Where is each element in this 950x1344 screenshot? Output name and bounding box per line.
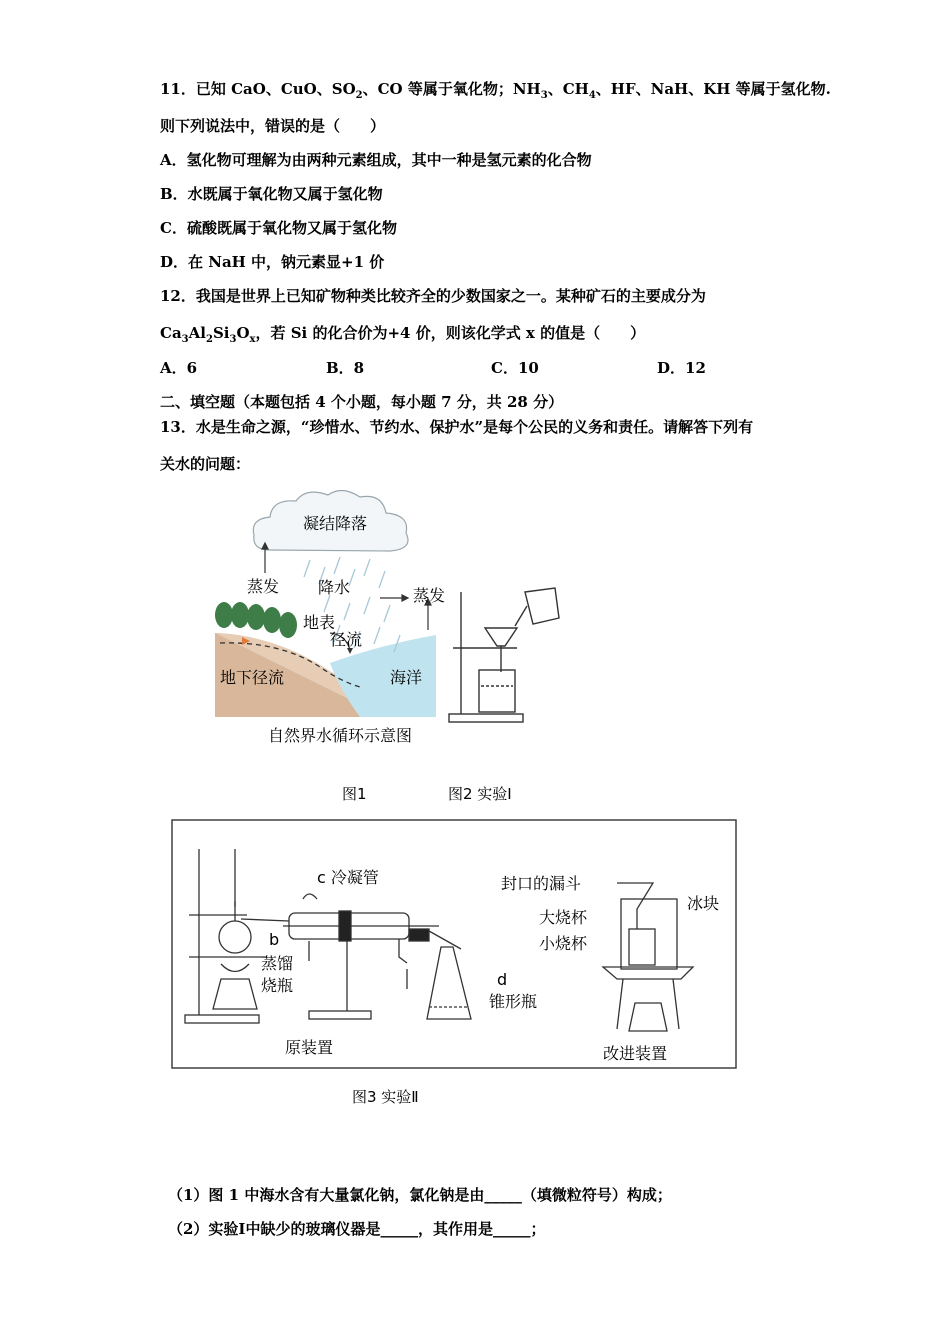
q13-stem-line2: 关水的问题：	[160, 455, 251, 473]
funnel-icon	[485, 628, 517, 646]
label-flask-line2: 烧瓶	[261, 976, 294, 995]
q13-stem-line1: 13．水是生命之源，“珍惜水、节约水、保护水”是每个公民的义务和责任。请解答下列有	[160, 418, 754, 436]
label-d: d	[497, 970, 508, 989]
label-flask-line1: 蒸馏	[261, 954, 294, 973]
label-large-beaker: 大烧杯	[539, 908, 588, 927]
q12-option-d: D．12	[657, 359, 706, 377]
figure-3-distillation	[171, 819, 737, 1069]
section-heading: 二、填空题（本题包括 4 个小题，每小题 7 分，共 28 分）	[160, 393, 564, 411]
figure-1-water-cycle	[210, 485, 446, 750]
label-condensation: 凝结降落	[303, 514, 368, 533]
q13-sub1: （1）图 1 中海水含有大量氯化钠，氯化钠是由_____（填微粒符号）构成；	[168, 1186, 672, 1204]
q11-stem-line1: 11．已知 CaO、CuO、$SO_2$、CO 等属于氧化物；$NH_3$、$CH_4$、HF、NaH、KH 等属于氢化物.	[160, 80, 831, 101]
stand-base	[449, 714, 523, 722]
q11-option-b: B．水既属于氧化物又属于氢化物	[160, 185, 383, 203]
label-small-beaker: 小烧杯	[539, 934, 588, 953]
beaker-icon	[479, 670, 515, 712]
figure-1-title: 自然界水循环示意图	[268, 726, 413, 745]
figure-3-caption: 图3 实验Ⅱ	[352, 1088, 419, 1106]
label-ice: 冰块	[687, 894, 720, 913]
label-evap-right: 蒸发	[413, 586, 446, 605]
label-improved: 改进装置	[603, 1044, 668, 1063]
q13-sub2: （2）实验Ⅰ中缺少的玻璃仪器是_____，其作用是_____；	[168, 1220, 546, 1238]
label-condenser: c 冷凝管	[317, 868, 379, 887]
figure-2-caption: 图2 实验Ⅰ	[448, 785, 512, 803]
label-conical-flask: 锥形瓶	[489, 992, 538, 1011]
label-sealed-funnel: 封口的漏斗	[501, 874, 582, 893]
label-b: b	[269, 930, 280, 949]
q12-stem-line2: $Ca_3Al_2Si_3O_x$，若 Si 的化合价为+4 价，则该化学式 x 的值是（ ）	[160, 324, 646, 345]
q11-option-a: A．氢化物可理解为由两种元素组成，其中一种是氢元素的化合物	[160, 151, 592, 169]
label-runoff: 径流	[330, 630, 363, 649]
q11-option-c: C．硫酸既属于氧化物又属于氢化物	[160, 219, 397, 237]
trees-icon	[215, 602, 297, 638]
label-rain: 降水	[318, 578, 351, 597]
figure-1-caption: 图1	[342, 785, 367, 803]
q12-option-c: C．10	[491, 359, 539, 377]
label-surface: 地表	[303, 613, 336, 632]
label-ocean: 海洋	[390, 668, 423, 687]
figure-2-filtration	[445, 578, 565, 728]
label-original: 原装置	[285, 1038, 334, 1057]
q12-stem-line1: 12．我国是世界上已知矿物种类比较齐全的少数国家之一。某种矿石的主要成分为	[160, 287, 706, 305]
q12-option-a: A．6	[160, 359, 198, 377]
label-underground: 地下径流	[220, 668, 285, 687]
pouring-beaker-icon	[525, 588, 559, 624]
q11-option-d: D．在 NaH 中，钠元素显+1 价	[160, 253, 385, 271]
q12-option-b: B．8	[326, 359, 365, 377]
label-evap-left: 蒸发	[247, 577, 280, 596]
q11-stem-line2: 则下列说法中，错误的是（ ）	[160, 117, 386, 135]
